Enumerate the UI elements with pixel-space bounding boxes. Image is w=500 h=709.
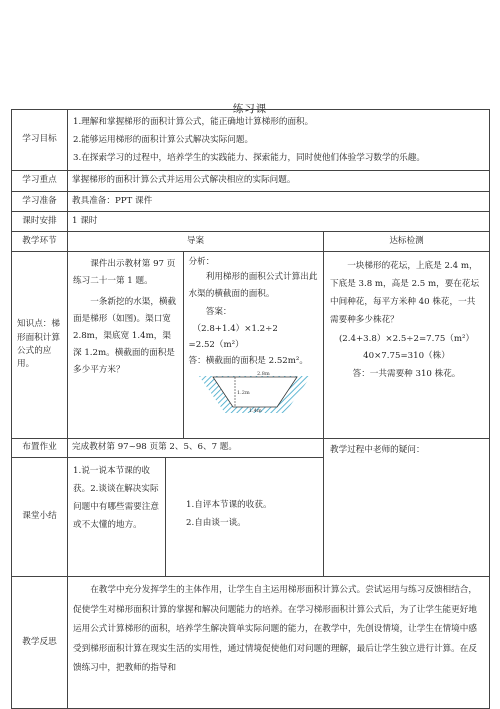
check-cell	[324, 252, 490, 439]
prep-row	[12, 192, 490, 212]
summary-left	[68, 458, 166, 576]
prep-label: 学习准备	[12, 192, 68, 212]
check-formula: (2.4+3.8）×2.5÷2=7.75（m²）	[338, 334, 475, 344]
summary-item: 2.自由谈一谈。	[186, 518, 246, 528]
knowledge-label	[12, 252, 68, 439]
hours-label: 课时安排	[12, 212, 68, 232]
homework-text: 完成教材第 97~98 页第 2、5、6、7 题。	[68, 439, 324, 458]
homework-row	[12, 439, 490, 458]
prep-text: 教具准备：PPT 课件	[68, 192, 490, 212]
reflection-row	[12, 577, 490, 709]
canal-cross-section-figure	[199, 371, 311, 415]
answer-title: 答案：	[205, 307, 232, 318]
header-col1: 教学环节	[12, 232, 68, 252]
header-col3: 达标检测	[324, 232, 490, 252]
reflection-label: 教学反思	[12, 577, 68, 709]
summary-cell	[68, 458, 324, 577]
page-title: 练习课	[232, 103, 268, 115]
objective-item: 1.理解和掌握梯形的面积计算公式，能正确地计算梯形的面积。	[73, 117, 314, 127]
answer-text: 答：横截面的面积是 2.52m²。	[188, 356, 308, 367]
check-problem: 一块梯形的花坛，上底是 2.4 m，下底是 3.8 m，高是 2.5 m，要在花坛中间种花，每平方米种 40 株花，一共需要种多少株花？	[330, 261, 480, 325]
header-col2: 导案	[68, 232, 324, 252]
objective-item: 3.在探索学习的过程中，培养学生的实践能力、探索能力，同时使他们体验学习数学的乐趣。	[73, 153, 425, 163]
label-top-width: 2.8m	[256, 370, 270, 377]
lesson-plan-table	[11, 109, 490, 709]
objectives-content	[68, 110, 490, 171]
knowledge-label-text: 知识点：梯形面积计算公式的应用。	[17, 319, 60, 370]
task-column	[68, 252, 184, 438]
summary-label: 课堂小结	[12, 458, 68, 577]
reflection-text	[68, 577, 490, 709]
reflection-paragraph: 在教学中充分发挥学生的主体作用，让学生自主运用梯形面积计算公式。尝试运用与练习反馈相结合，促使学生对梯形面积计算的掌握和解决问题能力的培养。在学习梯形面积计算公式后，为了让学生能更好地运用公式计算梯形的面积，培养学生解决简单实际问题的能力，在教学中，先创设情境，让学生在情境中感受到梯形面积计算在现实生活的实用性，通过情境促使他们对问题的理解，最后让学生独立进行计算。在反馈练习中，把教师的指导和	[73, 585, 477, 673]
summary-right	[166, 458, 282, 576]
analysis-text: 利用梯形的面积公式计算出此水渠的横截面的面积。	[188, 272, 318, 300]
homework-label: 布置作业	[12, 439, 68, 458]
hours-row	[12, 212, 490, 232]
objectives-label: 学习目标	[12, 110, 68, 171]
label-bottom-width: 1.4m	[248, 407, 262, 414]
summary-left-text: 1.说一说本节课的收获。2.谈谈在解决实际问题中有哪些需要注意或不太懂的地方。	[73, 466, 159, 530]
hours-text: 1 课时	[68, 212, 490, 232]
teacher-questions-label: 教学过程中老师的疑问：	[330, 445, 425, 455]
check-formula: 40×7.75=310（株）	[363, 351, 450, 362]
knowledge-row	[12, 252, 490, 439]
analysis-column	[184, 252, 323, 438]
summary-item: 1.自评本节课的收获。	[186, 500, 272, 510]
formula-line: （2.8+1.4）×1.2÷2	[192, 323, 278, 334]
analysis-title: 分析：	[188, 257, 215, 267]
label-height: 1.2m	[236, 389, 250, 396]
check-answer: 答：一共需要种 310 株花。	[352, 368, 461, 379]
task-text: 一条新挖的水渠，横截面是梯形（如图)。渠口宽 2.8m，渠底宽 1.4m，渠深 1.2m。横截面的面积是多少平方米？	[73, 297, 177, 375]
task-intro: 课件出示教材第 97 页练习二十一第 1 题。	[73, 259, 176, 286]
objectives-row	[12, 110, 490, 171]
teacher-questions	[324, 439, 490, 577]
focus-row	[12, 171, 490, 192]
formula-line: =2.52（m²）	[188, 339, 244, 350]
objective-item: 2.能够运用梯形的面积计算公式解决实际问题。	[73, 135, 254, 145]
focus-text: 掌握梯形的面积计算公式并运用公式解决相应的实际问题。	[68, 171, 490, 192]
guide-cell	[68, 252, 324, 439]
focus-label: 学习重点	[12, 171, 68, 192]
header-row	[12, 232, 490, 252]
